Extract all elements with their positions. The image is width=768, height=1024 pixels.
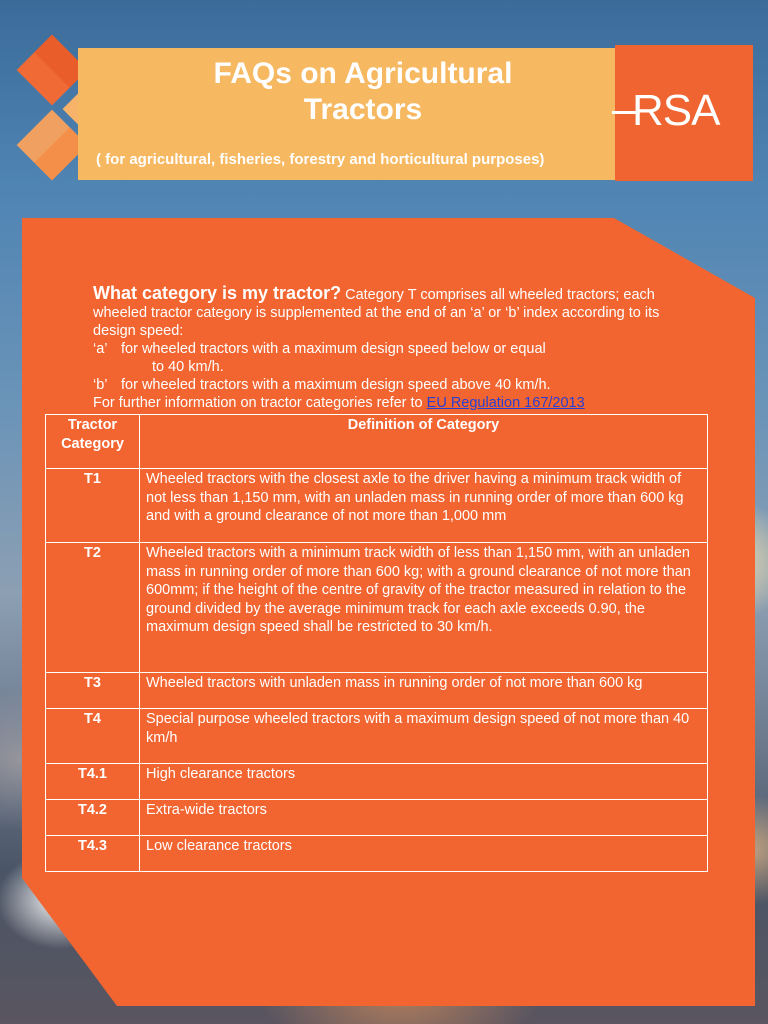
header-definition: Definition of Category — [140, 415, 708, 469]
tractor-category-table — [45, 414, 708, 872]
index-a-label: ‘a’ — [93, 341, 108, 357]
index-a-text: for wheeled tractors with a maximum design speed below or equal — [121, 341, 546, 357]
rsa-logo-text: RSA — [632, 86, 720, 135]
table-row — [46, 836, 708, 872]
table-header-row — [46, 415, 708, 469]
intro-section — [93, 284, 673, 412]
index-a-line — [93, 340, 673, 358]
category-definition: High clearance tractors — [140, 764, 708, 800]
page-title — [78, 56, 648, 128]
category-code: T4.2 — [46, 800, 140, 836]
question-heading: What category is my tractor? — [93, 283, 342, 303]
index-b-text: for wheeled tractors with a maximum design speed above 40 km/h. — [121, 377, 551, 393]
intro-paragraph — [93, 284, 673, 340]
intro-lead-text: Category T comprises all wheeled tractors; each wheeled tractor category is supplemented at the end of an ‘a’ or ‘b’ index according to its design speed: — [93, 287, 660, 339]
category-definition: Low clearance tractors — [140, 836, 708, 872]
table-row — [46, 469, 708, 543]
header-tractor-category: Tractor Category — [46, 415, 140, 469]
index-a-continuation: to 40 km/h. — [152, 359, 224, 375]
category-definition: Special purpose wheeled tractors with a maximum design speed of not more than 40 km/h — [140, 709, 708, 764]
title-line-1: FAQs on Agricultural — [213, 57, 513, 90]
category-definition: Extra-wide tractors — [140, 800, 708, 836]
table-row — [46, 709, 708, 764]
category-code: T1 — [46, 469, 140, 543]
table-row — [46, 764, 708, 800]
further-info-text: For further information on tractor categories refer to — [93, 395, 427, 411]
category-code: T2 — [46, 543, 140, 673]
category-definition: Wheeled tractors with a minimum track width of less than 1,150 mm, with an unladen mass in running order of more than 600 kg; with a ground clearance of not more than 600mm; if the height of the centre of gravity of the tractor measured in relation to the ground divided by the average minimum track for each axle exceeds 0.90, the maximum design speed shall be restricted to 30 km/h. — [140, 543, 708, 673]
eu-regulation-link[interactable]: EU Regulation 167/2013 — [426, 395, 585, 411]
index-b-label: ‘b’ — [93, 377, 108, 393]
category-definition: Wheeled tractors with unladen mass in running order of not more than 600 kg — [140, 673, 708, 709]
category-code: T4.3 — [46, 836, 140, 872]
further-info-line — [93, 394, 673, 412]
title-line-2: Tractors — [303, 93, 423, 126]
category-definition: Wheeled tractors with the closest axle to the driver having a minimum track width of not less than 1,150 mm, with an unladen mass in running order of more than 600 kg and with a ground clearance of not more than 1,000 mm — [140, 469, 708, 543]
page-subtitle: ( for agricultural, fisheries, forestry and horticultural purposes) — [96, 151, 545, 168]
category-code: T4.1 — [46, 764, 140, 800]
table-row — [46, 800, 708, 836]
category-code: T4 — [46, 709, 140, 764]
table-row — [46, 673, 708, 709]
category-code: T3 — [46, 673, 140, 709]
index-b-line — [93, 376, 673, 394]
table-row — [46, 543, 708, 673]
